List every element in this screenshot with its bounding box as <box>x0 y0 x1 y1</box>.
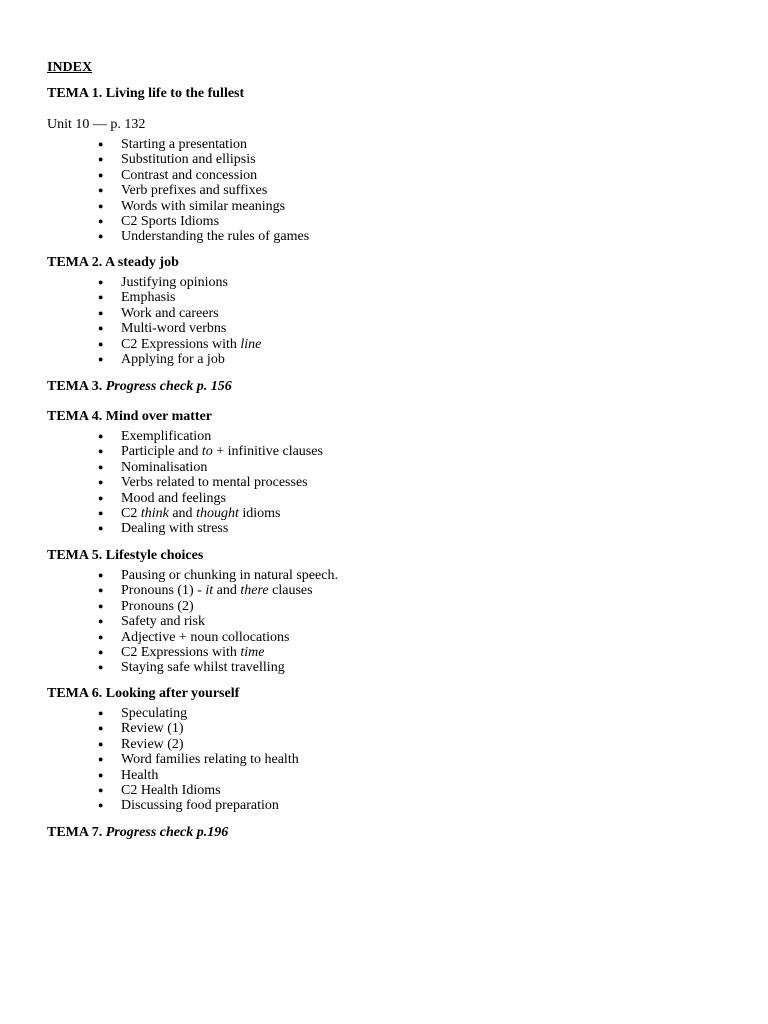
bullet-icon: ● <box>98 200 104 211</box>
list-item: ● Multi-word verbns <box>98 321 227 337</box>
bullet-icon: ● <box>98 477 104 488</box>
bullet-icon: ● <box>98 307 104 318</box>
list-item: ● Nominalisation <box>98 459 208 475</box>
list-item: ● Contrast and concession <box>98 167 258 183</box>
list-item: ● Applying for a job <box>98 351 225 367</box>
list-item: ● Emphasis <box>98 290 176 306</box>
bullet-icon: ● <box>98 723 104 734</box>
list-item: ● Speculating <box>98 706 188 721</box>
list-item: ● Starting a presentation <box>98 137 247 152</box>
tema-5-topics <box>0 568 338 676</box>
bullet-icon: ● <box>98 431 104 441</box>
tema-1-heading: TEMA 1. Living life to the fullest <box>47 86 245 101</box>
list-item: ● Work and careers <box>98 305 219 321</box>
list-item: ● Dealing with stress <box>98 521 229 537</box>
bullet-icon: ● <box>98 631 104 642</box>
bullet-icon: ● <box>98 523 104 534</box>
bullet-icon: ● <box>98 570 104 580</box>
list-item: ● Exemplification <box>98 429 212 444</box>
list-item: ● Verb prefixes and suffixes <box>98 183 268 199</box>
list-item: ● Substitution and ellipsis <box>98 152 256 168</box>
bullet-icon: ● <box>98 616 104 627</box>
bullet-icon: ● <box>98 185 104 196</box>
list-item: ● Word families relating to health <box>98 752 299 768</box>
bullet-icon: ● <box>98 754 104 765</box>
list-item: ● C2 Health Idioms <box>98 782 221 798</box>
list-item: ● Discussing food preparation <box>98 798 279 814</box>
bullet-icon: ● <box>98 231 104 242</box>
tema-7-heading: TEMA 7. Progress check p.196 <box>47 825 229 840</box>
tema-6-topics <box>0 706 299 814</box>
bullet-icon: ● <box>98 292 104 303</box>
bullet-icon: ● <box>98 600 104 611</box>
bullet-icon: ● <box>98 446 104 457</box>
list-item: ● C2 Expressions with time <box>98 644 265 660</box>
bullet-icon: ● <box>98 215 104 226</box>
list-item: ● Staying safe whilst travelling <box>98 660 285 676</box>
bullet-icon: ● <box>98 507 104 518</box>
bullet-icon: ● <box>98 139 104 149</box>
list-item: ● Health <box>98 767 159 783</box>
list-item: ● Justifying opinions <box>98 275 228 290</box>
tema-5-heading: TEMA 5. Lifestyle choices <box>47 548 204 563</box>
tema-4-topics <box>0 429 323 537</box>
bullet-icon: ● <box>98 769 104 780</box>
list-item: ● Pronouns (2) <box>98 598 194 614</box>
list-item: ● Review (1) <box>98 721 184 737</box>
list-item: ● Adjective + noun collocations <box>98 629 290 645</box>
bullet-icon: ● <box>98 662 104 673</box>
bullet-icon: ● <box>98 585 104 596</box>
bullet-icon: ● <box>98 338 104 349</box>
bullet-icon: ● <box>98 154 104 165</box>
list-item: ● Pausing or chunking in natural speech. <box>98 568 338 583</box>
tema-4-heading: TEMA 4. Mind over matter <box>47 409 212 424</box>
list-item: ● Mood and feelings <box>98 490 226 506</box>
index-title: INDEX <box>47 60 93 75</box>
bullet-icon: ● <box>98 169 104 180</box>
list-item: ● Pronouns (1) - it and there clauses <box>98 583 313 599</box>
bullet-icon: ● <box>98 277 104 287</box>
list-item: ● Verbs related to mental processes <box>98 475 308 491</box>
list-item: ● Review (2) <box>98 736 184 752</box>
tema-3-heading: TEMA 3. Progress check p. 156 <box>47 379 232 394</box>
tema-2-heading: TEMA 2. A steady job <box>47 255 179 270</box>
list-item: ● Safety and risk <box>98 614 205 630</box>
tema-2-topics <box>0 275 261 367</box>
unit-reference: Unit 10 — p. 132 <box>47 117 146 132</box>
bullet-icon: ● <box>98 492 104 503</box>
list-item: ● Words with similar meanings <box>98 198 286 214</box>
bullet-icon: ● <box>98 784 104 795</box>
list-item: ● C2 Sports Idioms <box>98 213 220 229</box>
bullet-icon: ● <box>98 461 104 472</box>
list-item: ● C2 think and thought idioms <box>98 505 281 521</box>
bullet-icon: ● <box>98 646 104 657</box>
bullet-icon: ● <box>98 323 104 334</box>
tema-6-heading: TEMA 6. Looking after yourself <box>47 686 240 701</box>
list-item: ● C2 Expressions with line <box>98 336 262 352</box>
bullet-icon: ● <box>98 353 104 364</box>
list-item: ● Understanding the rules of games <box>98 229 310 245</box>
tema-1-topics <box>0 137 309 245</box>
bullet-icon: ● <box>98 738 104 749</box>
bullet-icon: ● <box>98 800 104 811</box>
bullet-icon: ● <box>98 708 104 718</box>
list-item: ● Participle and to + infinitive clauses <box>98 444 323 460</box>
